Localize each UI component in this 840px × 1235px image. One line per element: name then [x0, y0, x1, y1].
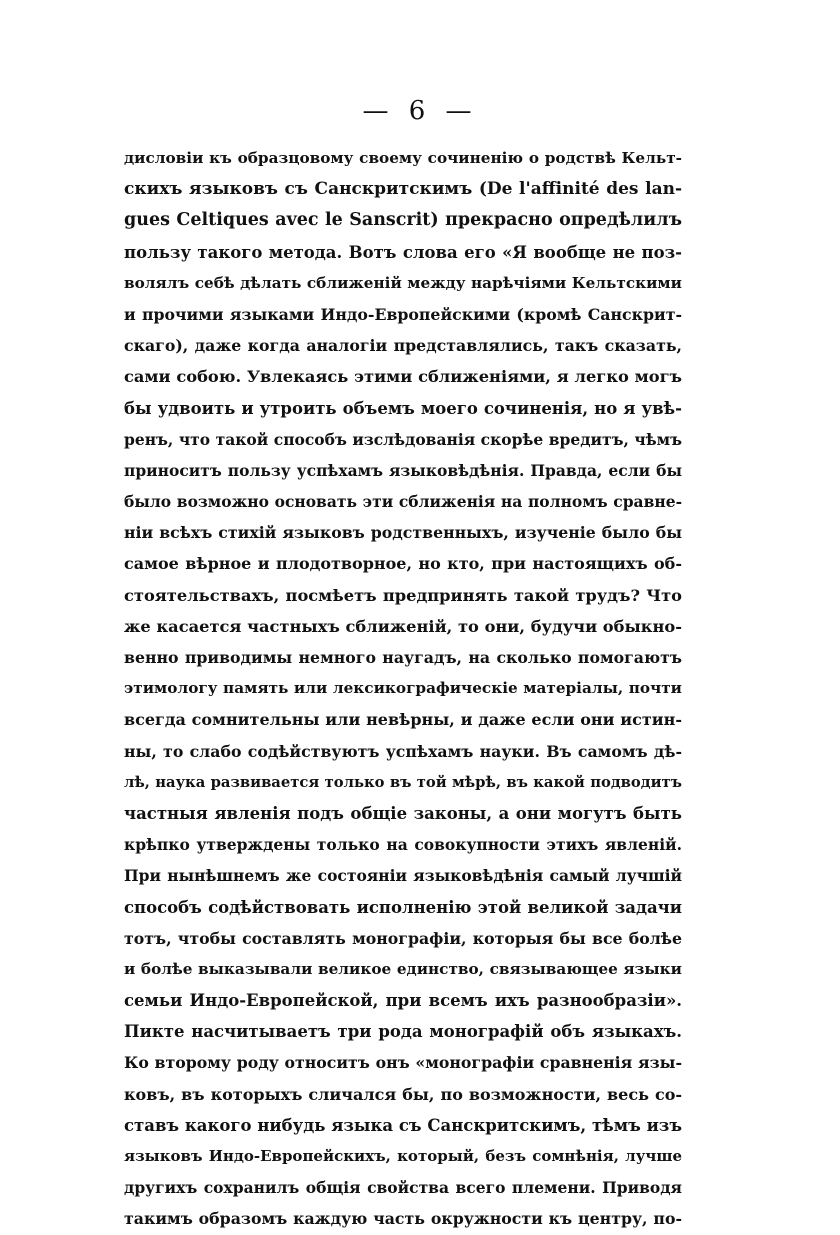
- text-line: бы удвоить и утроить объемъ моего сочиненія, но я увѣ-: [124, 398, 682, 418]
- text-line: другихъ сохранилъ общія свойства всего племени. Приводя: [124, 1178, 682, 1198]
- body-text: [124, 143, 682, 1235]
- text-line: самое вѣрное и плодотворное, но кто, при настоящихъ об-: [124, 554, 682, 574]
- text-line: Ко второму роду относитъ онъ «монографіи сравненія язы-: [124, 1053, 682, 1073]
- text-line: и болѣе выказывали великое единство, связывающее языки: [124, 959, 682, 978]
- page-number: — 6 —: [362, 96, 478, 126]
- text-line: дисловіи къ образцовому своему сочиненію о родствѣ Кельт-: [124, 149, 682, 167]
- text-line: скихъ языковъ съ Санскритскимъ (De l'affinité des lan-: [124, 179, 682, 200]
- text-line: всегда сомнительны или невѣрны, и даже если они истин-: [124, 710, 682, 730]
- text-line: способъ содѣйствовать исполненію этой великой задачи: [124, 897, 682, 917]
- text-line: такимъ образомъ каждую часть окружности къ центру, по-: [124, 1209, 682, 1229]
- text-line: лѣ, наука развивается только въ той мѣрѣ, въ какой подводитъ: [124, 773, 682, 791]
- text-line: и прочими языками Индо-Европейскими (кромѣ Санскрит-: [124, 304, 682, 324]
- text-line: волялъ себѣ дѣлать сближеній между нарѣчіями Кельтскими: [124, 273, 682, 292]
- text-line: частныя явленія подъ общіе законы, а они могутъ быть: [124, 803, 682, 823]
- text-line: Пикте насчитываетъ три рода монографій объ языкахъ.: [124, 1022, 682, 1042]
- text-line: семьи Индо-Европейской, при всемъ ихъ разнообразіи».: [124, 991, 682, 1011]
- text-line: пользу такого метода. Вотъ слова его «Я вообще не поз-: [124, 242, 682, 262]
- text-line: крѣпко утверждены только на совокупности этихъ явленій.: [124, 835, 682, 855]
- text-line: скаго), даже когда аналогіи представлялись, такъ сказать,: [124, 336, 682, 356]
- text-line: приноситъ пользу успѣхамъ языковѣдѣнія. Правда, если бы: [124, 460, 682, 480]
- text-line: же касается частныхъ сближеній, то они, будучи обыкно-: [124, 616, 682, 636]
- text-line: было возможно основать эти сближенія на полномъ сравне-: [124, 492, 682, 512]
- text-line: ніи всѣхъ стихій языковъ родственныхъ, изученіе было бы: [124, 523, 682, 543]
- text-line: ковъ, въ которыхъ сличался бы, по возможности, весь со-: [124, 1084, 682, 1104]
- text-line: ренъ, что такой способъ изслѣдованія скорѣе вредитъ, чѣмъ: [124, 429, 682, 449]
- text-line: При нынѣшнемъ же состояніи языковѣдѣнія самый лучшій: [124, 866, 682, 886]
- text-line: стоятельствахъ, посмѣетъ предпринять такой трудъ? Что: [124, 585, 682, 605]
- text-line: этимологу память или лексикографическіе матеріалы, почти: [124, 679, 682, 698]
- text-line: языковъ Индо-Европейскихъ, который, безъ сомнѣнія, лучше: [124, 1147, 682, 1165]
- text-line: тотъ, чтобы составлять монографіи, которыя бы все болѣе: [124, 928, 682, 948]
- text-line: gues Celtiques avec le Sanscrit) прекрасно опредѣлилъ: [124, 210, 682, 231]
- text-line: сами собою. Увлекаясь этими сближеніями, я легко могъ: [124, 367, 682, 387]
- text-line: венно приводимы немного наугадъ, на сколько помогаютъ: [124, 648, 682, 667]
- text-line: ставъ какого нибудь языка съ Санскритскимъ, тѣмъ изъ: [124, 1115, 682, 1135]
- text-line: ны, то слабо содѣйствуютъ успѣхамъ науки. Въ самомъ дѣ-: [124, 741, 682, 761]
